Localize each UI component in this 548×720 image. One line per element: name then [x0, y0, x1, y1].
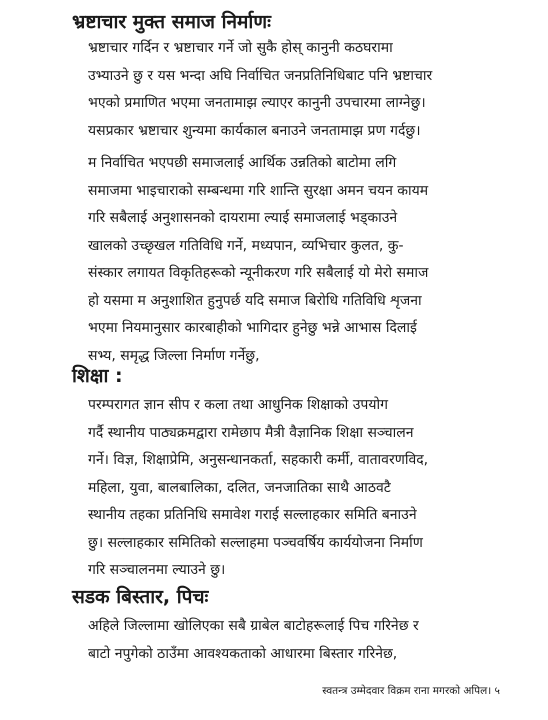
paragraph-anticorruption-2: [88, 150, 483, 370]
text-line: उभ्याउने छु र यस भन्दा अघि निर्वाचित जनप्रतिनिधिबाट पनि भ्रष्टाचार: [88, 67, 433, 84]
text-line: गर्दै स्थानीय पाठ्यक्रमद्वारा रामेछाप मैत्री वैज्ञानिक शिक्षा सञ्चालन: [88, 424, 414, 441]
paragraph-road-expansion: [88, 613, 483, 668]
text-line: गर्ने। विज्ञ, शिक्षाप्रेमि, अनुसन्धानकर्ता, सहकारी कर्मी, वातावरणविद,: [88, 452, 429, 468]
text-line: खालको उच्छृखल गतिविधि गर्ने, मध्यपान, व्यभिचार कुलत, कु-: [88, 237, 404, 254]
text-line: यसप्रकार भ्रष्टाचार शुन्यमा कार्यकाल बनाउने जनतामाझ प्रण गर्दछु।: [88, 122, 421, 139]
text-line: स्थानीय तहका प्रतिनिधि समावेश गराई सल्लाहकार समिति बनाउने: [88, 507, 417, 523]
text-line: महिला, युवा, बालबालिका, दलित, जनजातिका साथै आठवटै: [88, 479, 391, 496]
section-heading-education: शिक्षा :: [72, 365, 123, 387]
paragraph-education: [88, 392, 483, 585]
section-heading-road-expansion: सडक बिस्तार, पिचः: [72, 586, 209, 608]
text-line: भ्रष्टाचार गर्दिन र भ्रष्टाचार गर्ने जो सुकै होस् कानुनी कठघरामा: [88, 40, 393, 56]
section-heading-anticorruption: भ्रष्टाचार मुक्त समाज निर्माणः: [72, 11, 271, 33]
text-line: बाटो नपुगेको ठाउँमा आवश्यकताको आधारमा बिस्तार गरिनेछ,: [88, 645, 398, 662]
text-line: हो यसमा म अनुशाशित हुनुपर्छ यदि समाज बिरोधि गतिविधि शृजना: [88, 292, 422, 309]
text-line: छु। सल्लाहकार समितिको सल्लाहमा पञ्चवर्षिय कार्ययोजना निर्माण: [88, 534, 423, 551]
page-footer: स्वतन्त्र उम्मेदवार विक्रम राना मगरको अपिल। ५: [322, 685, 500, 697]
text-line: संस्कार लगायत विकृतिहरूको न्यूनीकरण गरि सबैलाई यो मेरो समाज: [88, 265, 429, 281]
paragraph-anticorruption-1: [88, 35, 483, 145]
text-line: म निर्वाचित भएपछी समाजलाई आर्थिक उन्नतिको बाटोमा लगि: [88, 155, 397, 171]
text-line: गरि सबैलाई अनुशासनको दायरामा ल्याई समाजलाई भड्काउने: [88, 210, 398, 226]
text-line: परम्परागत ज्ञान सीप र कला तथा आधुनिक शिक्षाको उपयोग: [88, 397, 388, 413]
text-line: भएको प्रमाणित भएमा जनतामाझ ल्याएर कानुनी उपचारमा लाग्नेछु।: [88, 95, 426, 111]
text-line: सभ्य, समृद्ध जिल्ला निर्माण गर्नेछु,: [88, 347, 260, 364]
text-line: भएमा नियमानुसार कारबाहीको भागिदार हुनेछु भन्ने आभास दिलाई: [88, 320, 417, 336]
text-line: गरि सञ्चालनमा ल्याउने छु।: [88, 562, 226, 578]
text-line: समाजमा भाइचाराको सम्बन्धमा गरि शान्ति सुरक्षा अमन चयन कायम: [88, 182, 429, 199]
text-line: अहिले जिल्लामा खोलिएका सबै ग्राबेल बाटोहरूलाई पिच गरिनेछ र: [88, 618, 419, 634]
